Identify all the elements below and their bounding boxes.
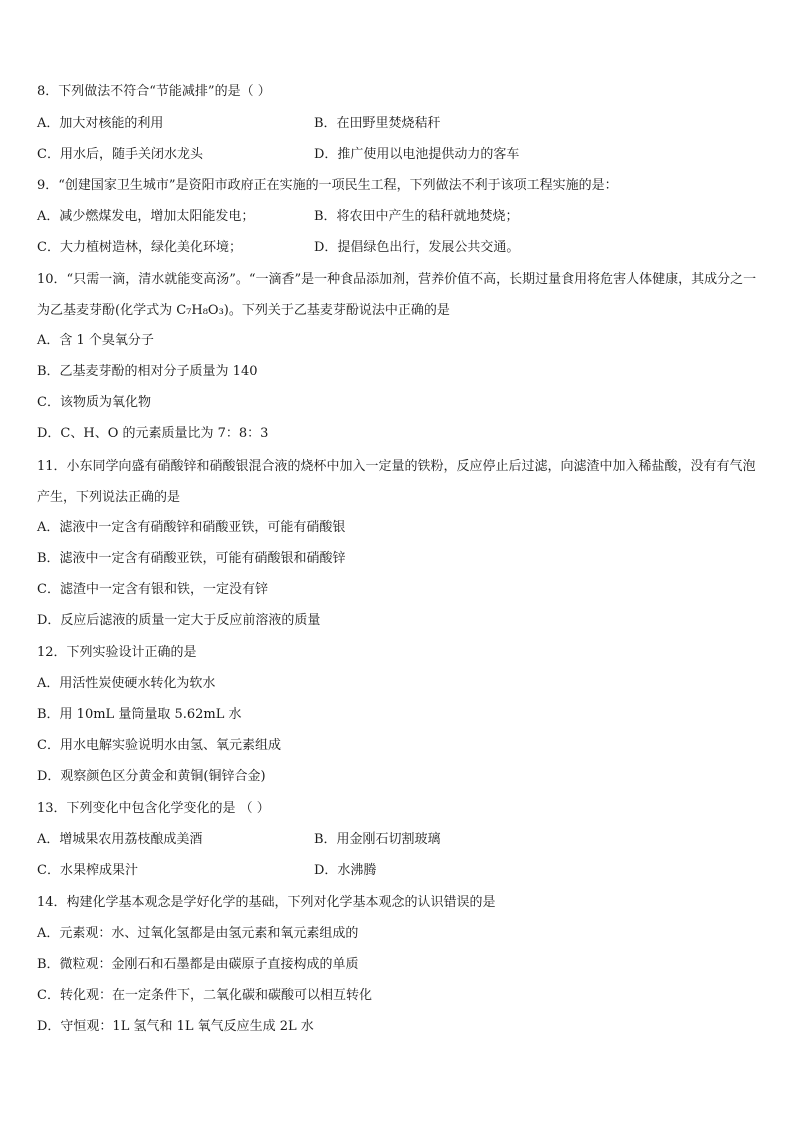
- question-13-option-b: B．用金刚石切割玻璃: [314, 832, 441, 847]
- question-14-option-d: D．守恒观：1L 氢气和 1L 氧气反应生成 2L 水: [37, 1019, 314, 1034]
- question-10-option-c: C．该物质为氧化物: [37, 395, 151, 410]
- question-9-option-d: D．提倡绿色出行，发展公共交通。: [314, 240, 520, 255]
- question-13-option-a: A．增城果农用荔枝酿成美酒: [37, 832, 203, 847]
- question-14-option-c: C．转化观：在一定条件下，二氧化碳和碳酸可以相互转化: [37, 988, 372, 1003]
- question-11-option-a: A．滤液中一定含有硝酸锌和硝酸亚铁，可能有硝酸银: [37, 520, 346, 535]
- question-9-option-b: B．将农田中产生的秸秆就地焚烧；: [314, 209, 519, 224]
- question-8-option-a: A．加大对核能的利用: [37, 116, 164, 131]
- question-11-option-d: D．反应后滤液的质量一定大于反应前溶液的质量: [37, 613, 321, 628]
- question-10-option-b: B．乙基麦芽酚的相对分子质量为 140: [37, 364, 258, 379]
- question-9-option-a: A．减少燃煤发电，增加太阳能发电；: [37, 209, 255, 224]
- question-8-option-d: D．推广使用以电池提供动力的客车: [314, 147, 520, 162]
- question-12-option-a: A．用活性炭使硬水转化为软水: [37, 676, 216, 691]
- question-10-option-d: D．C、H、O 的元素质量比为 7：8：3: [37, 426, 269, 441]
- question-8-stem: 8．下列做法不符合“节能减排”的是（ ）: [37, 84, 271, 99]
- question-11-stem: 11．小东同学向盛有硝酸锌和硝酸银混合液的烧杯中加入一定量的铁粉，反应停止后过滤，向滤渣中加入稀盐酸，没有有气泡产生，下列说法正确的是: [37, 459, 756, 505]
- question-11-option-c: C．滤渣中一定含有银和铁，一定没有锌: [37, 582, 268, 597]
- question-12-option-d: D．观察颜色区分黄金和黄铜(铜锌合金): [37, 769, 266, 784]
- question-12-option-b: B．用 10mL 量筒量取 5.62mL 水: [37, 707, 242, 722]
- question-14-option-b: B．微粒观：金刚石和石墨都是由碳原子直接构成的单质: [37, 957, 359, 972]
- question-9-option-c: C．大力植树造林，绿化美化环境；: [37, 240, 242, 255]
- question-13-option-c: C．水果榨成果汁: [37, 863, 138, 878]
- question-10-stem: 10．“只需一滴，清水就能变高汤”。“一滴香”是一种食品添加剂，营养价值不高，长期过量食用将危害人体健康，其成分之一为乙基麦芽酚(化学式为 C₇H₈O₃)。下列关于乙基麦芽酚说法中正确的是: [37, 272, 757, 318]
- question-11-option-b: B．滤液中一定含有硝酸亚铁，可能有硝酸银和硝酸锌: [37, 551, 346, 566]
- question-10-option-a: A．含 1 个臭氧分子: [37, 333, 154, 348]
- question-9-stem: 9．“创建国家卫生城市”是资阳市政府正在实施的一项民生工程，下列做法不利于该项工程实施的是：: [37, 178, 618, 193]
- question-14-option-a: A．元素观：水、过氧化氢都是由氢元素和氧元素组成的: [37, 926, 359, 941]
- question-8-option-b: B．在田野里焚烧秸秆: [314, 116, 441, 131]
- question-12-stem: 12．下列实验设计正确的是: [37, 645, 197, 660]
- question-13-option-d: D．水沸腾: [314, 863, 377, 878]
- question-12-option-c: C．用水电解实验说明水由氢、氧元素组成: [37, 738, 281, 753]
- question-14-stem: 14．构建化学基本观念是学好化学的基础，下列对化学基本观念的认识错误的是: [37, 895, 496, 910]
- question-8-option-c: C．用水后，随手关闭水龙头: [37, 147, 203, 162]
- question-13-stem: 13．下列变化中包含化学变化的是 （ ）: [37, 801, 270, 816]
